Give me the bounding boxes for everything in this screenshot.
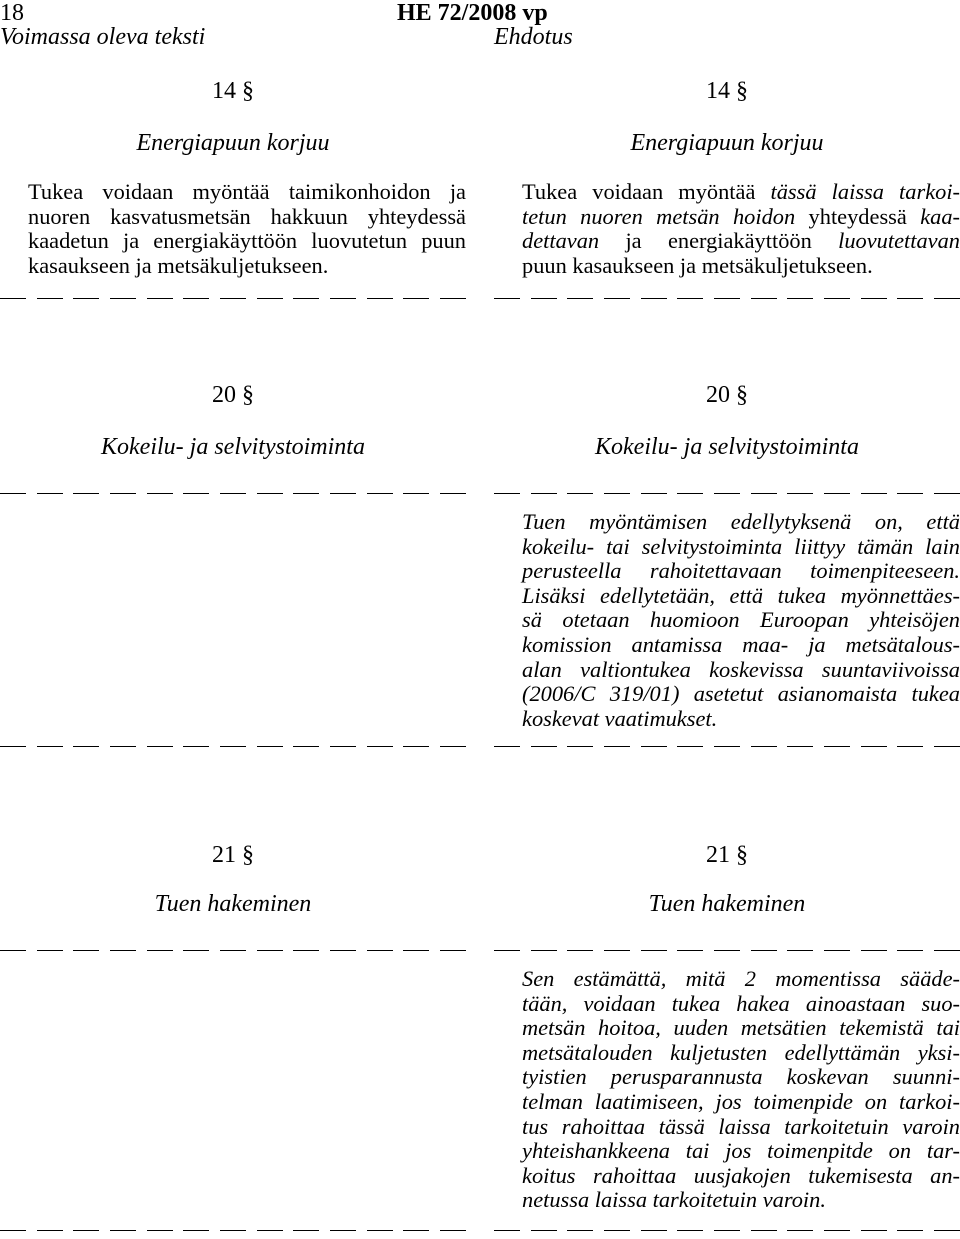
divider-dash	[367, 746, 393, 747]
divider-dash	[567, 1230, 593, 1231]
divider-dash	[367, 950, 393, 951]
divider-dash	[37, 298, 63, 299]
divider-dash	[677, 950, 703, 951]
divider-dash	[677, 1230, 703, 1231]
divider-dash	[0, 746, 26, 747]
divider-dash	[330, 493, 356, 494]
paragraph-line: sä otetaan huomioon Euroopan yhteisöjen	[522, 607, 960, 633]
section-title: Kokeilu- ja selvitystoiminta	[101, 434, 365, 460]
divider-dash	[751, 298, 777, 299]
section-title: Energiapuun korjuu	[136, 130, 330, 156]
divider-dash	[494, 950, 520, 951]
divider-dash	[73, 298, 99, 299]
paragraph-line: tyistien perusparannusta koskevan suunni-	[522, 1064, 960, 1090]
page-number: 18	[0, 0, 24, 26]
divider-dash	[861, 746, 887, 747]
divider-dash	[0, 950, 26, 951]
omitted-text-divider	[0, 740, 466, 752]
divider-dash	[934, 1230, 960, 1231]
divider-dash	[897, 493, 923, 494]
section-title: Energiapuun korjuu	[630, 130, 824, 156]
divider-dash	[330, 950, 356, 951]
amended-text: kaa-	[920, 203, 960, 229]
divider-dash	[0, 298, 26, 299]
paragraph-line	[494, 180, 960, 205]
section-number: 21 §	[212, 842, 254, 868]
omitted-text-divider	[0, 1224, 466, 1236]
paragraph-line: Tuen myöntämisen edellytyksenä on, että	[522, 509, 960, 534]
section-title: Tuen hakeminen	[648, 891, 806, 917]
paragraph-line: (2006/C 319/01) asetetut asianomaista tukea	[522, 681, 960, 707]
page-header	[0, 0, 960, 52]
amended-text: dettavan	[522, 228, 600, 254]
divider-dash	[110, 746, 136, 747]
divider-dash	[110, 493, 136, 494]
divider-dash	[73, 746, 99, 747]
divider-dash	[37, 746, 63, 747]
divider-dash	[897, 1230, 923, 1231]
paragraph-line: kaadetun ja energiakäyttöön luovutetun puun	[28, 228, 466, 254]
divider-dash	[714, 493, 740, 494]
divider-dash	[531, 746, 557, 747]
omitted-text-divider	[0, 487, 466, 499]
paragraph-line: yhteishankkeena tai jos toimenpitde on tar-	[522, 1138, 960, 1164]
divider-dash	[440, 746, 466, 747]
paragraph-line: koitus rahoittaa uusjakojen tukemisesta an-	[522, 1162, 960, 1188]
section-number: 20 §	[212, 382, 254, 408]
omitted-text-divider	[494, 740, 960, 752]
divider-dash	[183, 298, 209, 299]
divider-dash	[824, 493, 850, 494]
divider-dash	[641, 298, 667, 299]
divider-dash	[147, 950, 173, 951]
paragraph-line	[494, 229, 960, 254]
paragraph-line: tään, voidaan tukea hakea ainoastaan suo-	[522, 990, 960, 1016]
divider-dash	[677, 298, 703, 299]
omitted-text-divider	[494, 1224, 960, 1236]
section-paragraph	[494, 180, 960, 278]
paragraph-line: perusteella rahoitettavaan toimenpiteeseen.	[522, 558, 960, 584]
paragraph-line: metsätalouden kuljetusten edellyttämän yksi-	[522, 1039, 960, 1065]
divider-dash	[714, 746, 740, 747]
paragraph-line: nuoren kasvatusmetsän hakkuun yhteydessä	[28, 203, 466, 229]
paragraph-line: Lisäksi edellytetään, että tukea myönnettäes-	[522, 582, 960, 608]
divider-dash	[440, 298, 466, 299]
divider-dash	[824, 950, 850, 951]
omitted-text-divider	[494, 292, 960, 304]
divider-dash	[934, 950, 960, 951]
amended-text: luovutettavan	[838, 228, 960, 254]
divider-dash	[147, 1230, 173, 1231]
divider-dash	[861, 493, 887, 494]
divider-dash	[220, 1230, 246, 1231]
divider-dash	[330, 298, 356, 299]
left-column-heading: Voimassa oleva teksti	[0, 24, 206, 50]
divider-dash	[751, 746, 777, 747]
section-title: Kokeilu- ja selvitystoiminta	[595, 434, 859, 460]
divider-dash	[183, 746, 209, 747]
divider-dash	[641, 746, 667, 747]
text-span: yhteydessä	[795, 203, 921, 229]
divider-dash	[604, 950, 630, 951]
divider-dash	[0, 1230, 26, 1231]
divider-dash	[293, 950, 319, 951]
paragraph-line: Sen estämättä, mitä 2 momentissa sääde-	[522, 966, 960, 991]
divider-dash	[934, 746, 960, 747]
divider-dash	[824, 1230, 850, 1231]
section-number: 14 §	[706, 78, 748, 104]
divider-dash	[183, 950, 209, 951]
divider-dash	[787, 298, 813, 299]
divider-dash	[403, 950, 429, 951]
divider-dash	[147, 746, 173, 747]
divider-dash	[751, 493, 777, 494]
divider-dash	[604, 746, 630, 747]
omitted-text-divider	[0, 944, 466, 956]
divider-dash	[751, 950, 777, 951]
divider-dash	[677, 746, 703, 747]
divider-dash	[897, 298, 923, 299]
divider-dash	[604, 493, 630, 494]
divider-dash	[714, 1230, 740, 1231]
divider-dash	[861, 950, 887, 951]
divider-dash	[567, 493, 593, 494]
divider-dash	[494, 746, 520, 747]
section-number: 20 §	[706, 382, 748, 408]
divider-dash	[293, 493, 319, 494]
paragraph-line: koskevat vaatimukset.	[522, 705, 718, 731]
right-column-heading: Ehdotus	[494, 24, 573, 50]
divider-dash	[714, 950, 740, 951]
divider-dash	[787, 493, 813, 494]
divider-dash	[220, 298, 246, 299]
divider-dash	[440, 1230, 466, 1231]
divider-dash	[677, 493, 703, 494]
divider-dash	[110, 298, 136, 299]
divider-dash	[861, 298, 887, 299]
section-number: 21 §	[706, 842, 748, 868]
divider-dash	[897, 746, 923, 747]
divider-dash	[403, 298, 429, 299]
divider-dash	[787, 1230, 813, 1231]
section-paragraph	[0, 180, 466, 278]
divider-dash	[714, 298, 740, 299]
divider-dash	[494, 298, 520, 299]
divider-dash	[367, 493, 393, 494]
divider-dash	[567, 746, 593, 747]
amended-text: tetun nuoren metsän hoidon	[522, 203, 796, 229]
divider-dash	[330, 746, 356, 747]
paragraph-line: metsän hoitoa, uuden metsätien tekemistä tai	[522, 1015, 960, 1041]
paragraph-line: alan valtiontukea koskevissa suuntaviivoissa	[522, 656, 960, 682]
divider-dash	[183, 1230, 209, 1231]
divider-dash	[110, 950, 136, 951]
divider-dash	[183, 493, 209, 494]
divider-dash	[367, 298, 393, 299]
divider-dash	[531, 493, 557, 494]
paragraph-line: komission antamissa maa- ja metsätalous-	[522, 631, 960, 657]
paragraph-line: tus rahoittaa tässä laissa tarkoitetuin varoin	[522, 1113, 960, 1139]
divider-dash	[73, 950, 99, 951]
paragraph-line: kokeilu- tai selvitystoiminta liittyy tämän lain	[522, 533, 960, 559]
text-span: ja energiakäyttöön	[599, 228, 839, 254]
section-title: Tuen hakeminen	[154, 891, 312, 917]
divider-dash	[751, 1230, 777, 1231]
paragraph-line	[494, 205, 960, 230]
divider-dash	[367, 1230, 393, 1231]
divider-dash	[934, 298, 960, 299]
paragraph-line: puun kasaukseen ja metsäkuljetukseen.	[522, 252, 873, 278]
divider-dash	[403, 746, 429, 747]
divider-dash	[787, 746, 813, 747]
divider-dash	[403, 1230, 429, 1231]
omitted-text-divider	[0, 292, 466, 304]
omitted-text-divider	[494, 944, 960, 956]
divider-dash	[494, 493, 520, 494]
divider-dash	[37, 950, 63, 951]
new-paragraph	[494, 510, 960, 731]
divider-dash	[0, 493, 26, 494]
divider-dash	[110, 1230, 136, 1231]
divider-dash	[293, 1230, 319, 1231]
divider-dash	[147, 493, 173, 494]
divider-dash	[257, 298, 283, 299]
divider-dash	[257, 1230, 283, 1231]
divider-dash	[604, 1230, 630, 1231]
divider-dash	[531, 1230, 557, 1231]
paragraph-line: netussa laissa tarkoitetuin varoin.	[522, 1187, 826, 1213]
divider-dash	[440, 950, 466, 951]
text-span: Tukea voidaan myöntää	[522, 179, 771, 204]
divider-dash	[37, 1230, 63, 1231]
divider-dash	[147, 298, 173, 299]
divider-dash	[787, 950, 813, 951]
divider-dash	[861, 1230, 887, 1231]
divider-dash	[934, 493, 960, 494]
divider-dash	[220, 950, 246, 951]
divider-dash	[330, 1230, 356, 1231]
divider-dash	[897, 950, 923, 951]
divider-dash	[220, 746, 246, 747]
divider-dash	[257, 746, 283, 747]
divider-dash	[824, 746, 850, 747]
document-id: HE 72/2008 vp	[397, 0, 548, 26]
divider-dash	[220, 493, 246, 494]
paragraph-line: kasaukseen ja metsäkuljetukseen.	[28, 252, 329, 278]
divider-dash	[257, 950, 283, 951]
divider-dash	[531, 298, 557, 299]
divider-dash	[293, 746, 319, 747]
divider-dash	[604, 298, 630, 299]
divider-dash	[494, 1230, 520, 1231]
divider-dash	[440, 493, 466, 494]
divider-dash	[73, 493, 99, 494]
divider-dash	[567, 298, 593, 299]
divider-dash	[531, 950, 557, 951]
divider-dash	[293, 298, 319, 299]
paragraph-line: Tukea voidaan myöntää taimikonhoidon ja	[28, 179, 466, 204]
divider-dash	[567, 950, 593, 951]
divider-dash	[403, 493, 429, 494]
section-number: 14 §	[212, 78, 254, 104]
new-paragraph	[494, 967, 960, 1213]
amended-text: tässä laissa tarkoi-	[770, 179, 960, 204]
divider-dash	[257, 493, 283, 494]
divider-dash	[73, 1230, 99, 1231]
omitted-text-divider	[494, 487, 960, 499]
divider-dash	[37, 493, 63, 494]
divider-dash	[641, 1230, 667, 1231]
divider-dash	[641, 950, 667, 951]
paragraph-line: telman laatimiseen, jos toimenpide on tarkoi-	[522, 1088, 960, 1114]
divider-dash	[824, 298, 850, 299]
divider-dash	[641, 493, 667, 494]
